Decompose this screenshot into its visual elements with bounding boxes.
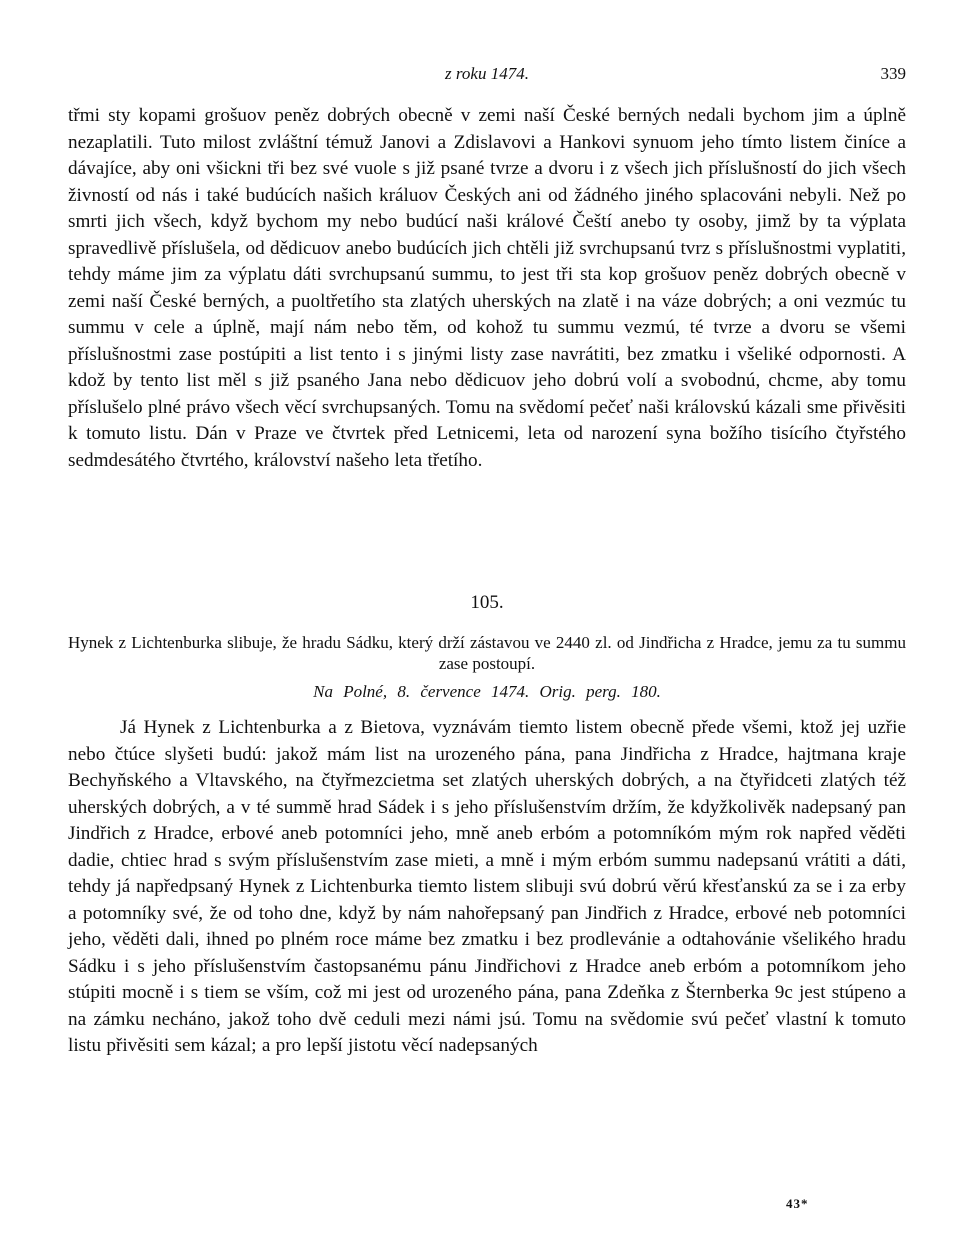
document-text-block: [68, 715, 906, 1060]
running-head: [68, 64, 906, 88]
document-dating: Na Polné, 8. července 1474. Orig. perg. 180.: [313, 682, 661, 701]
page-number: 339: [880, 64, 906, 83]
running-head-title: z roku 1474.: [445, 64, 529, 83]
book-page: [68, 0, 906, 1239]
continuation-paragraph: třmi sty kopami grošuov peněz dobrých obecně v zemi naší České berných nedali bychom jim a úplně nezaplatili. Tuto milost zvláštní témuž Janovi a Zdislavovi a Hankovi synuom jeho tímto listem činíce a dávajíce, aby oni všickni tři bez své vuole s již psané tvrze a dvoru i z všech jich příslušností do jich všech živností od nás i také budúcích našich králuov Českých ani od žádného jiného splacováni nebyli. Než po smrti jich všech, když bychom my nebo budúcí naši králové Čeští anebo ty osoby, jimž by ta výplata spravedlivě příslušela, od dědicuov anebo budúcích jich chtěli již svrchupsanú tvrz s příslušnostmi vyplatiti, tehdy máme jim za výplatu dáti svrchupsanú summu, to jest tři sta kop grošuov peněz dobrých obecně v zemi naší České berných, a puoltřetího sta zlatých uherských na zlatě i na váze dobrých; a oni vezmúc tu summu v cele a úplně, mají nám nebo těm, od kohož tu summu vezmú, té tvrze a dvoru se všemi příslušnostmi zase postúpiti a list tento i s jinými listy zase navrátiti, bez zmatku i všeliké odpornosti. A kdož by tento list měl s již psaného Jana nebo dědicuov jeho dobrú volí a svobodnú, chcme, aby tomu příslušelo plné právo všech věcí svrchupsaných. Tomu na svědomí pečeť naši královskú kázali sme přivěsiti k tomuto listu. Dán v Praze ve čtvrtek před Letnicemi, leta od narození syna božího tisícího čtyřstého sedmdesátého čtvrtého, království našeho leta třetího.: [68, 105, 906, 471]
document-text-paragraph: Já Hynek z Lichtenburka a z Bietova, vyznávám tiemto listem obecně přede všemi, ktož jej uzřie nebo čtúce slyšeti budú: jakož mám list na urozeného pána, pana Jindřicha z Hradce, hajtmana kraje Bechyňského a Vltavského, na čtyřmezcietma set zlatých uherských dobrých, a na čtyřidceti zlatých též uherských dobrých, a v té summě hrad Sádek i s jeho příslušenstvím držím, že kdyžkolivěk nadepsaný pan Jindřich z Hradce, erbové aneb potomníci jeho, mně aneb erbóm a potomníkóm mým rok napřed věděti dadie, chtiec hrad s svým příslušenstvím zase mieti, a mně i mým erbóm summu nadepsanú vrátiti a dáti, tehdy já napředpsaný Hynek z Lichtenburka tiemto listem slibuji svú dobrú věrú křesťanskú za se i za erby a potomníky své, že od toho dne, když by nám nahořepsaný pan Jindřich z Hradce, erbové neb potomníci jeho, věděti dali, ihned po plném roce máme bez zmatku i bez prodlevánie a odtahovánie všelikého hradu Sádku i s jeho příslušenstvím častopsanému pánu Jindřichovi z Hradce aneb erbóm a potomníkom jeho stúpiti mocně i s tiem se vším, což mi jest od urozeného pána, pana Zdeňka z Šternberka 9c jest stúpeno a na zámku necháno, jakož toho dvě ceduli mezi námi jsú. Tomu na svědomie svú pečeť vlastní k tomuto listu přivěsiti sem kázal; a pro lepší jistotu věcí nadepsaných: [68, 717, 906, 1056]
document-regest: Hynek z Lichtenburka slibuje, že hradu Sádku, který drží zástavou ve 2440 zl. od Jindřicha z Hradce, jemu za tu summu zase postoupí.: [68, 633, 906, 673]
signature-mark: 43*: [786, 1196, 809, 1211]
continuation-paragraph-block: [68, 103, 906, 474]
document-number: 105.: [470, 592, 504, 613]
